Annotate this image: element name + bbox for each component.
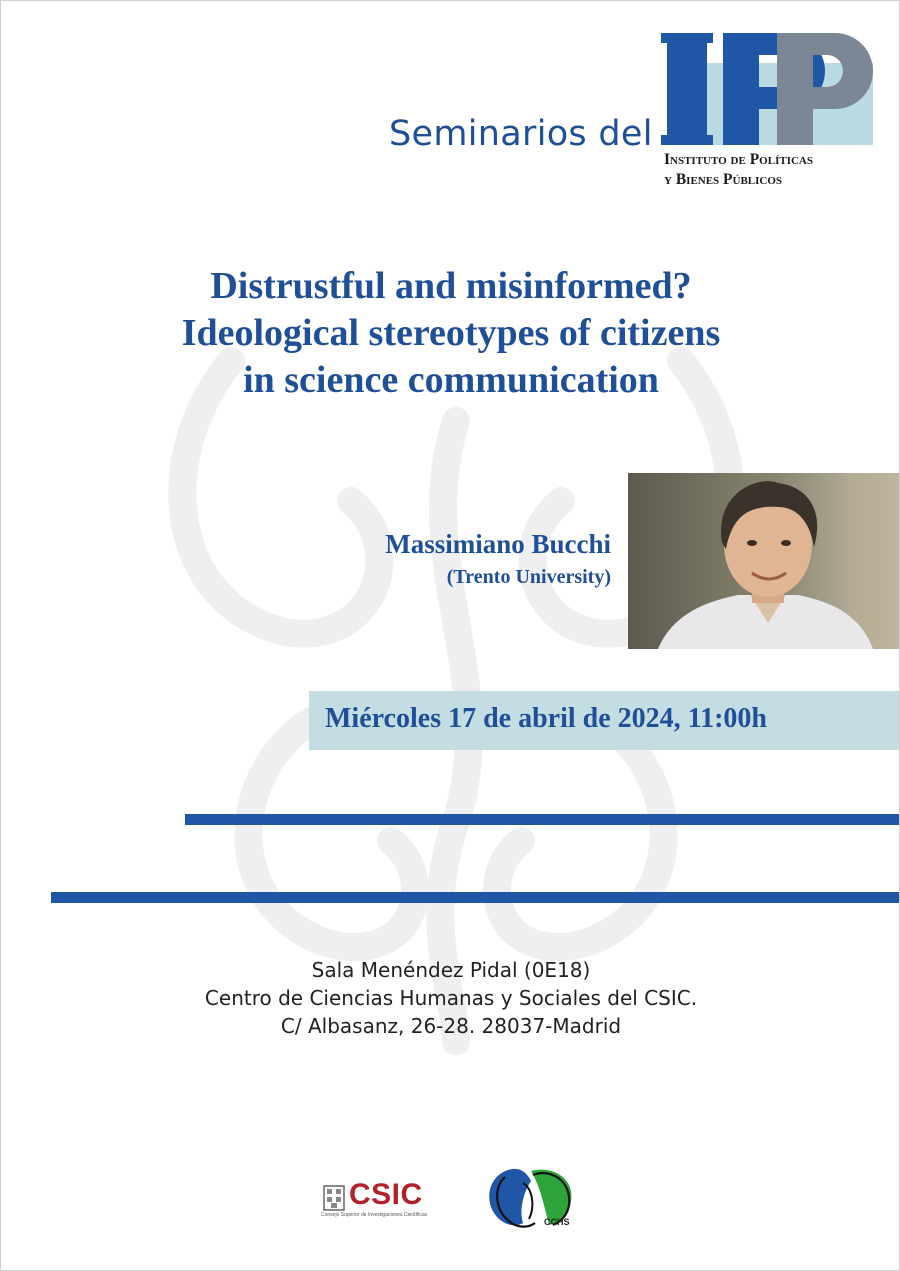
title-line-2: Ideological stereotypes of citizens [181,312,721,354]
csic-wordmark: CSIC [349,1178,423,1211]
venue-address [151,956,751,1040]
institute-line-1: Instituto de Políticas [664,151,813,168]
venue-room: Sala Menéndez Pidal (0E18) [311,958,591,982]
title-line-3: in science communication [243,359,659,401]
event-date: Miércoles 17 de abril de 2024, 11:00h [325,703,767,734]
csic-logo [319,1178,459,1221]
csic-subtitle: Consejo Superior de Investigaciones Científicas [321,1212,428,1218]
watermark-ornament [111,301,801,1061]
speaker-photo [628,473,900,649]
institute-line-2: y Bienes Públicos [664,171,783,188]
venue-street: C/ Albasanz, 26-28. 28037-Madrid [280,1014,622,1038]
csic-emblem-icon [321,1183,347,1213]
venue-center: Centro de Ciencias Humanas y Sociales del CSIC. [204,986,698,1010]
speaker-affiliation: (Trento University) [446,566,611,588]
institute-name [664,150,884,190]
talk-title [61,263,841,404]
divider-lower [51,892,900,903]
speaker-name: Massimiano Bucchi [385,529,611,559]
cchs-wordmark: CCHS [544,1217,570,1227]
title-line-1: Distrustful and misinformed? [210,265,692,307]
divider-upper [185,814,900,825]
seminar-series-label: Seminarios del [389,114,653,154]
date-band [309,691,900,750]
